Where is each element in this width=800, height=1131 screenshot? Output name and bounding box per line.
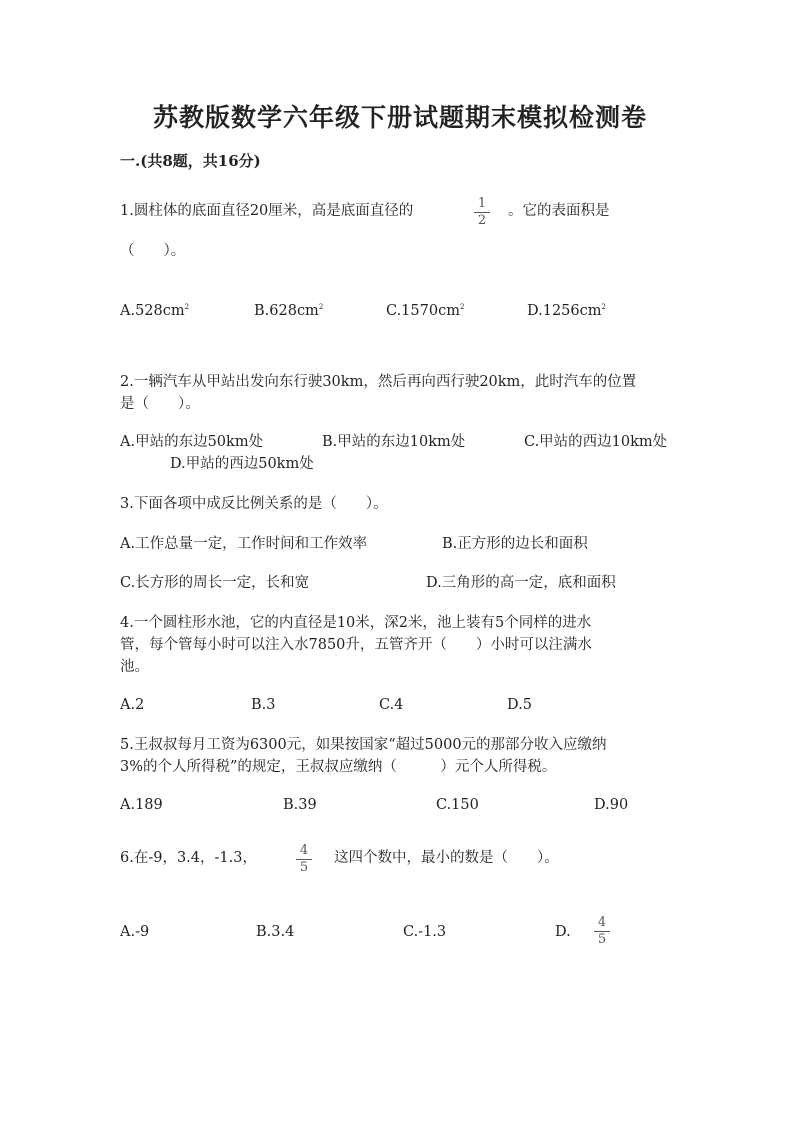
q2-option-d[interactable]: D.甲站的西边50km处 xyxy=(170,456,314,472)
q6-fraction xyxy=(296,844,312,875)
q3-option-c[interactable]: C.长方形的周长一定，长和宽 xyxy=(120,575,310,591)
q6-text-after: 这四个数中，最小的数是（ ）。 xyxy=(334,850,559,866)
q3-option-d[interactable]: D.三角形的高一定，底和面积 xyxy=(426,575,616,591)
q6-option-d[interactable]: D. xyxy=(555,924,571,940)
q1-fraction xyxy=(474,197,490,228)
q1-text-after: 。它的表面积是 xyxy=(508,203,610,219)
q5-line1: 5.王叔叔每月工资为6300元，如果按国家“超过5000元的那部分收入应缴纳 xyxy=(120,737,607,753)
q1-fraction-numerator: 1 xyxy=(477,196,487,211)
q1-option-d[interactable]: $D.1256cm^2$ xyxy=(527,302,606,319)
q3-option-a[interactable]: A.工作总量一定，工作时间和工作效率 xyxy=(120,536,368,552)
q5-option-c[interactable]: C.150 xyxy=(436,797,479,813)
q6-option-d-fraction xyxy=(594,916,610,947)
page-title: 苏教版数学六年级下册试题期末模拟检测卷 xyxy=(152,103,647,132)
q2-option-b[interactable]: B.甲站的东边10km处 xyxy=(322,434,466,450)
q4-line2: 管，每个管每小时可以注入水7850升，五管齐开（ ）小时可以注满水 xyxy=(120,637,592,653)
q4-option-b[interactable]: B.3 xyxy=(251,697,276,713)
q5-line2: 3%的个人所得税”的规定，王叔叔应缴纳（ ）元个人所得税。 xyxy=(120,759,557,775)
q4-option-d[interactable]: D.5 xyxy=(507,697,532,713)
q2-line1: 2.一辆汽车从甲站出发向东行驶30km，然后再向西行驶20km，此时汽车的位置 xyxy=(120,374,637,390)
q6-option-b[interactable]: B.3.4 xyxy=(256,924,295,940)
q6-option-c[interactable]: C.-1.3 xyxy=(403,924,447,940)
section-heading: 一.(共8题，共16分) xyxy=(120,152,261,170)
q4-line3: 池。 xyxy=(120,659,149,675)
q6-text-before: 6.在-9，3.4，-1.3， xyxy=(120,850,257,866)
q1-text-before: 1.圆柱体的底面直径20厘米，高是底面直径的 xyxy=(120,203,414,219)
q1-fraction-denominator: 2 xyxy=(477,213,487,228)
q1-option-a[interactable]: $A.528cm^2$ xyxy=(120,302,190,319)
q6-fraction-denominator: 5 xyxy=(299,860,309,875)
q6-option-a[interactable]: A.-9 xyxy=(120,924,150,940)
q5-option-b[interactable]: B.39 xyxy=(283,797,317,813)
q4-option-c[interactable]: C.4 xyxy=(379,697,404,713)
q1-option-c[interactable]: $C.1570cm^2$ xyxy=(386,302,465,319)
q5-option-a[interactable]: A.189 xyxy=(120,797,163,813)
q2-option-a[interactable]: A.甲站的东边50km处 xyxy=(120,434,264,450)
q1-blank: （ ）。 xyxy=(120,243,186,259)
q6-fraction-numerator: 4 xyxy=(299,843,309,858)
q2-line2: 是（ ）。 xyxy=(120,396,200,412)
q3-text: 3.下面各项中成反比例关系的是（ ）。 xyxy=(120,496,388,512)
q1-option-b[interactable]: $B.628cm^2$ xyxy=(254,302,324,319)
q3-option-b[interactable]: B.正方形的边长和面积 xyxy=(442,536,588,552)
q5-option-d[interactable]: D.90 xyxy=(594,797,629,813)
q4-option-a[interactable]: A.2 xyxy=(120,697,145,713)
q6-option-d-numerator: 4 xyxy=(597,915,607,930)
q2-option-c[interactable]: C.甲站的西边10km处 xyxy=(524,434,668,450)
q6-option-d-denominator: 5 xyxy=(597,932,607,947)
q4-line1: 4.一个圆柱形水池，它的内直径是10米，深2米，池上装有5个同样的进水 xyxy=(120,615,592,631)
